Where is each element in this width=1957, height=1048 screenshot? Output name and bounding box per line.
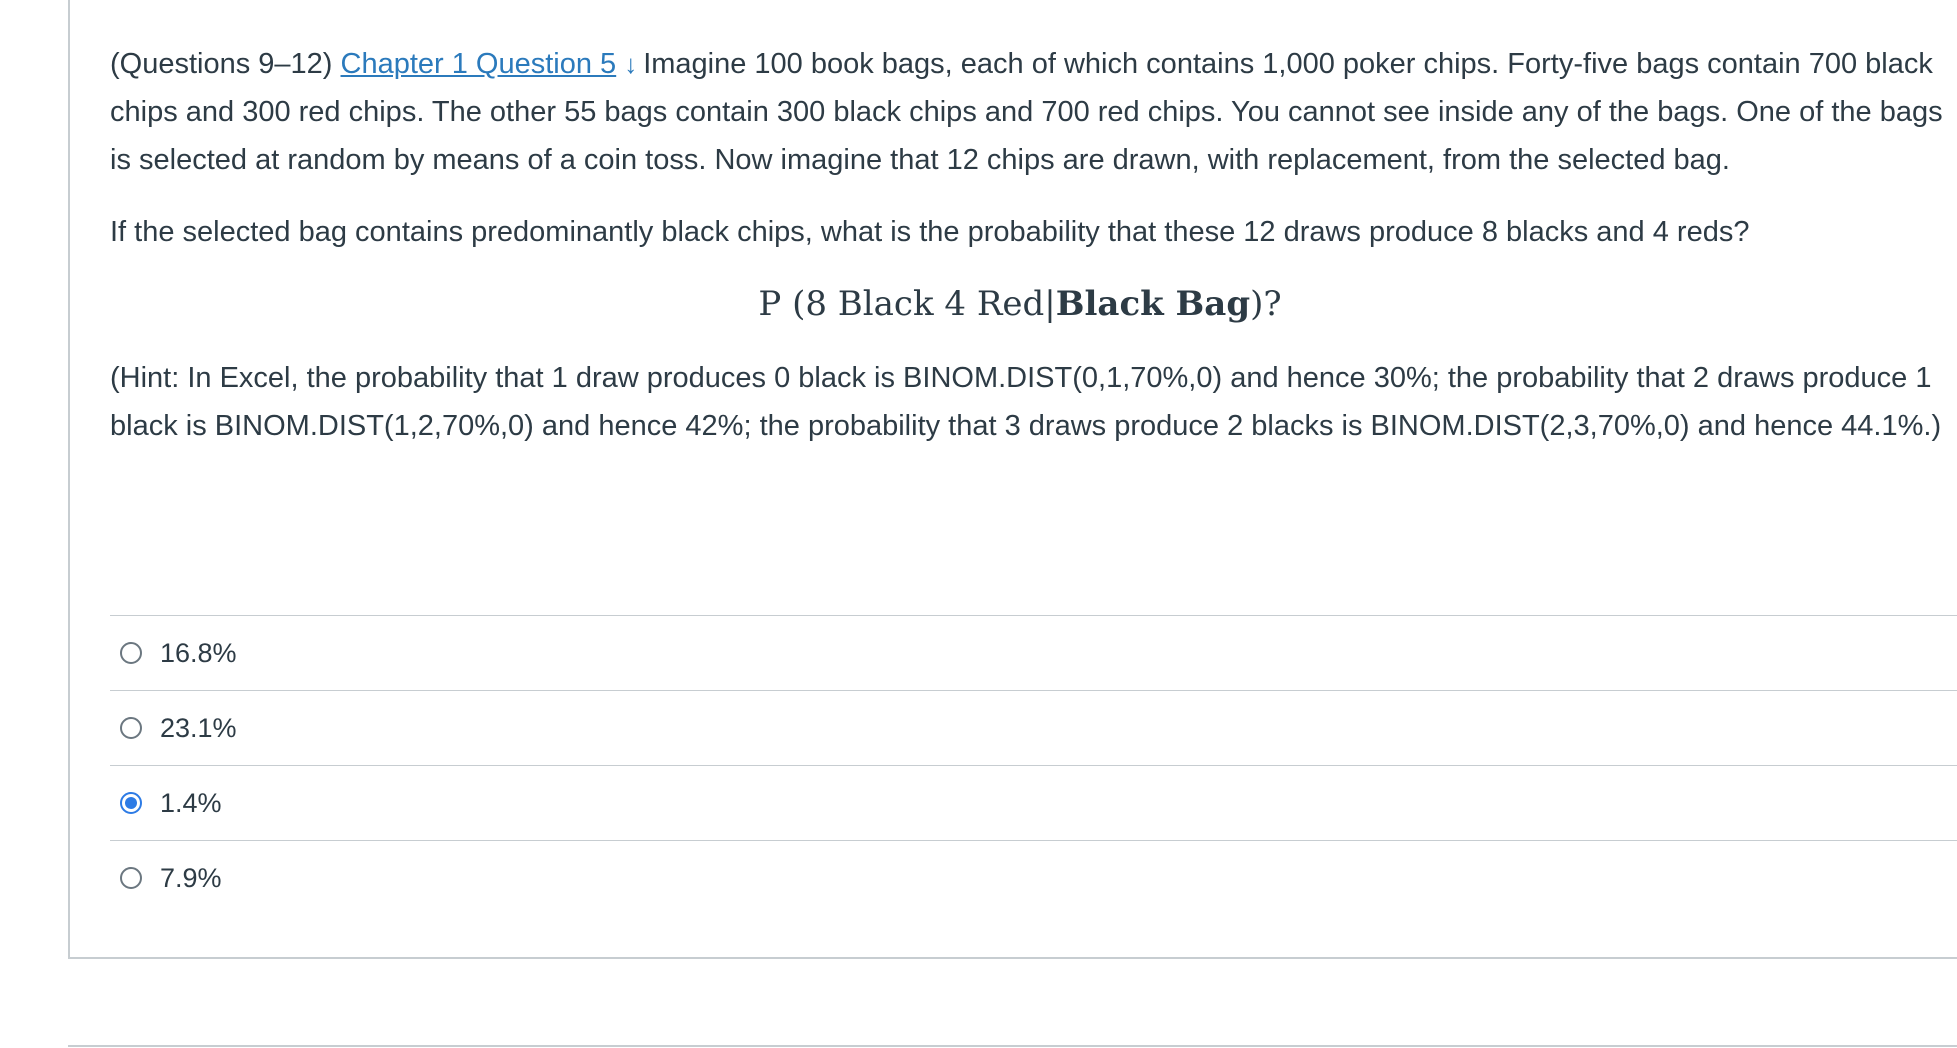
next-question-divider: [68, 1045, 1957, 1047]
answer-label: 16.8%: [160, 637, 237, 668]
answer-option-2[interactable]: [110, 690, 1957, 765]
answer-option-3[interactable]: [110, 765, 1957, 840]
radio-button[interactable]: [120, 717, 142, 739]
answer-label: 7.9%: [160, 862, 222, 893]
formula-bold: Black Bag: [1055, 284, 1251, 324]
radio-button[interactable]: [120, 867, 142, 889]
question-body: [110, 40, 1950, 474]
intro-text: Imagine 100 book bags, each of which contains 1,000 poker chips. Forty-five bags contain 700 black chips and 300 red chips. The other 55 bags contain 300 black chips and 700 red chips. You cannot see inside any of the bags. One of the bags is selected at random by means of a coin toss. Now imagine that 12 chips are drawn, with replacement, from the selected bag.: [110, 48, 1943, 176]
formula-prefix: P (8 Black 4 Red|: [758, 284, 1056, 324]
probability-formula: [110, 280, 1950, 328]
radio-button[interactable]: [120, 792, 142, 814]
formula-suffix: )?: [1250, 284, 1282, 324]
question-prompt: If the selected bag contains predominantly black chips, what is the probability that these 12 draws produce 8 blacks and 4 reds?: [110, 216, 1750, 248]
answer-label: 23.1%: [160, 712, 237, 743]
answer-option-4[interactable]: [110, 840, 1957, 915]
answer-label: 1.4%: [160, 787, 222, 818]
radio-button[interactable]: [120, 642, 142, 664]
answer-list: [110, 615, 1957, 915]
chapter-link[interactable]: Chapter 1 Question 5: [340, 48, 617, 80]
question-intro: [110, 40, 1950, 184]
answer-option-1[interactable]: [110, 615, 1957, 690]
question-prefix: (Questions 9–12): [110, 48, 341, 80]
arrow-down-icon[interactable]: ↓: [624, 49, 638, 79]
question-hint: (Hint: In Excel, the probability that 1 draw produces 0 black is BINOM.DIST(0,1,70%,0) and hence 30%; the probability that 2 draws produce 1 black is BINOM.DIST(1,2,70%,0) and hence 42%; the probability that 3 draws produce 2 blacks is BINOM.DIST(2,3,70%,0) and hence 44.1%.): [110, 362, 1942, 442]
